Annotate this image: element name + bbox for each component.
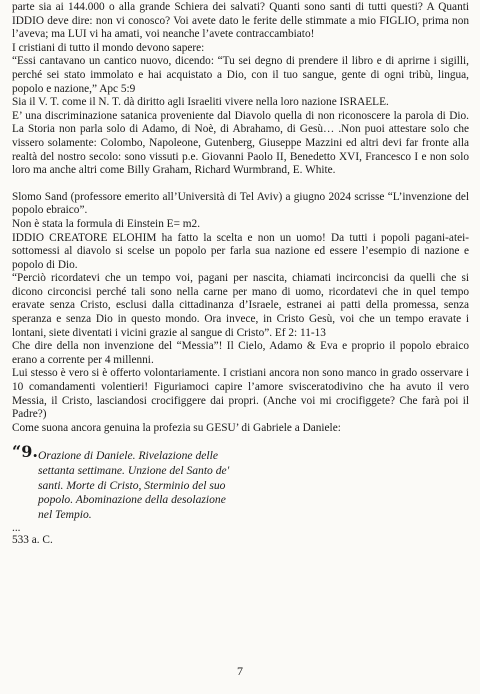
page-number: 7 bbox=[237, 664, 243, 678]
paragraph-israel-right: Sia il V. T. come il N. T. dà diritto agli Israeliti vivere nella loro nazione ISRAELE. bbox=[12, 96, 389, 109]
quote-line: popolo. Abominazione della desolazione bbox=[38, 493, 226, 507]
paragraph-opening-questions: parte sia ai 144.000 o alla grande Schiera dei salvati? Quanti sono santi di tutti questi? A Quanti IDDIO deve dire: non vi conosco? Voi avete dato le ferite delle stimmate a mio FIGLIO, prima non l’aveva; ma LUI vi ha amati, voi neanche l’avete contraccambiato! bbox=[12, 1, 469, 41]
quote-line: santi. Morte di Cristo, Sterminio del suo bbox=[38, 478, 226, 492]
paragraph-iddio-choice: IDDIO CREATORE ELOHIM ha fatto la scelta e non un uomo! Da tutti i popoli pagani-atei-sottomessi al diavolo si scelse un popolo per farla sua nazione ed essere l’esempio di nazione e popolo di Dio. bbox=[12, 231, 469, 271]
paragraph-ephesians-quote: “Perciò ricordatevi che un tempo voi, pagani per nascita, chiamati incirconcisi da quelli che si dicono circoncisi perché tali sono nella carne per mano di uomo, ricordatevi che in quel tempo eravate senza Cristo, esclusi dalla cittadinanza d’Israele, estranei ai patti della promessa, senza speranza e senza Dio in questo mondo. Ora invece, in Cristo Gesù, voi che un tempo eravate i lontani, siete diventati i vicini grazie al sangue di Cristo”. Ef 2: 11-13 bbox=[12, 272, 469, 339]
paragraph-offered-voluntarily: Lui stesso è vero si è offerto volontariamente. I cristiani ancora non sono manco in grado osservare i 10 comandamenti volentieri! Figuriamoci capire l’amore svisceratodivino che ha avuto il vero Messia, il Cristo, lasciandosi crocifiggere dai propri. (Anche voi mi crocifiggete? Che farà poi il Padre?) bbox=[12, 367, 469, 421]
paragraph-discrimination: E’ una discriminazione satanica proveniente dal Diavolo quella di non riconoscere la parola di Dio. La Storia non parla solo di Adamo, di Noè, di Abrahamo, di Gesù… .Non puoi attestare solo che vissero solamente: Colombo, Napoleone, Gutenberg, Giuseppe Mazzini ed altri devi far fronte alla realtà del nostro secolo: sono vissuti p.e. Giovanni Paolo II, Benedetto XVI, Francesco I e non solo loro ma anche altri come Billy Graham, Richard Wurmbrand, E. White. bbox=[12, 109, 469, 177]
paragraph-slomo-sand: Slomo Sand (professore emerito all’Università di Tel Aviv) a giugno 2024 scrisse “L’invenzione del popolo ebraico”. bbox=[12, 190, 469, 217]
daniel-quote-block bbox=[12, 442, 469, 522]
quote-number: “9. bbox=[12, 442, 38, 462]
paragraph-spacer bbox=[12, 178, 469, 191]
quote-line: Orazione di Daniele. Rivelazione delle bbox=[38, 449, 218, 463]
date-label: 533 a. C. bbox=[12, 534, 53, 547]
page-body bbox=[12, 1, 469, 548]
paragraph-christians-must-know: I cristiani di tutto il mondo devono sapere: bbox=[12, 41, 205, 54]
ellipsis-mark: ... bbox=[12, 522, 21, 535]
paragraph-apocalypse-quote: “Essi cantavano un cantico nuovo, dicendo: “Tu sei degno di prendere il libro e di aprirne i sigilli, perché sei stato immolato e hai acquistato a Dio, con il tuo sangue, gente di ogni tribù, lingua, popolo e nazione,” Apc 5:9 bbox=[12, 55, 469, 95]
quote-line: nel Tempio. bbox=[38, 507, 92, 521]
paragraph-einstein-formula: Non è stata la formula di Einstein E= m2. bbox=[12, 217, 201, 230]
paragraph-messiah: Che dire della non invenzione del “Messia”! Il Cielo, Adamo & Eva e proprio il popolo ebraico erano a corrente per 4 millenni. bbox=[12, 340, 469, 366]
quote-line: settanta settimane. Unzione del Santo de' bbox=[38, 464, 230, 477]
paragraph-prophecy-intro: Come suona ancora genuina la profezia su GESU’ di Gabriele a Daniele: bbox=[12, 421, 341, 434]
